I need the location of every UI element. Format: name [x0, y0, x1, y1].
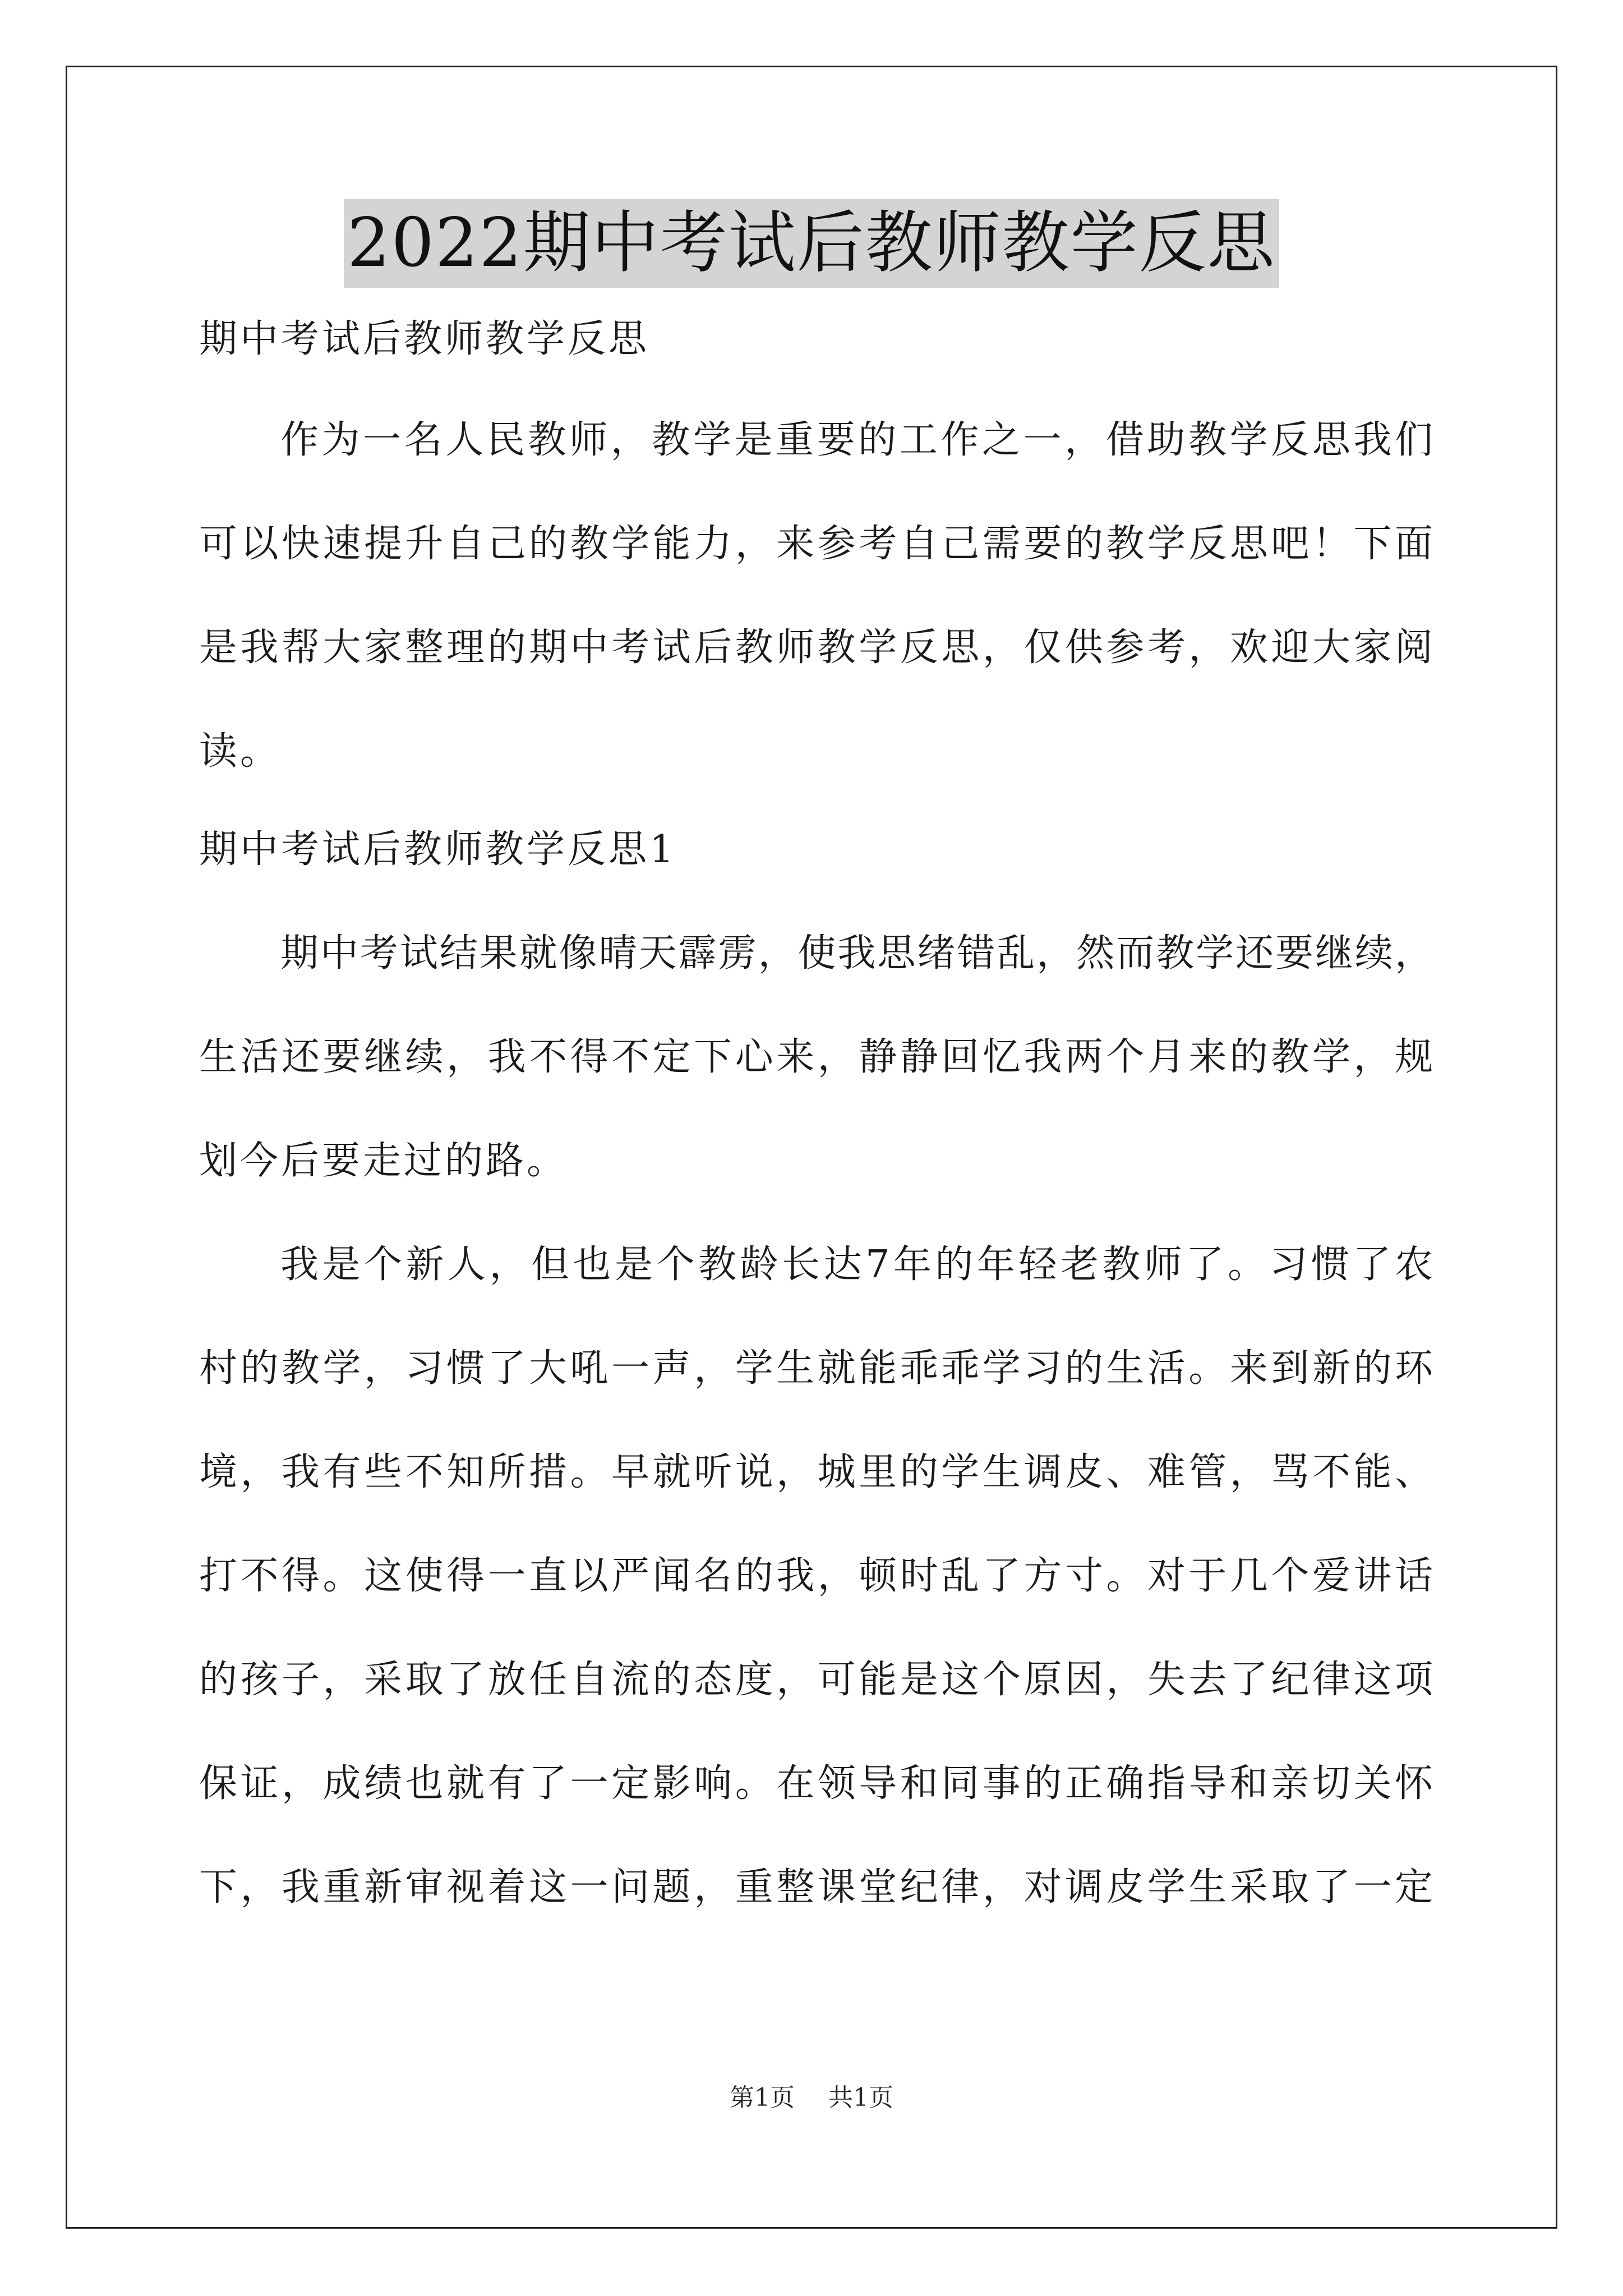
paragraph-line: 生活还要继续，我不得不定下心来，静静回忆我两个月来的教学，规: [199, 1035, 1433, 1079]
paragraph-line: 作为一名人民教师，教学是重要的工作之一，借助教学反思我们: [280, 418, 1433, 462]
paragraph-line: 打不得。这使得一直以严闻名的我，顿时乱了方寸。对于几个爱讲话: [199, 1554, 1433, 1598]
page-total: 共1页: [828, 2083, 893, 2112]
paragraph-line: 下，我重新审视着这一问题，重整课堂纪律，对调皮学生采取了一定: [199, 1865, 1433, 1910]
paragraph-line: 是我帮大家整理的期中考试后教师教学反思，仅供参考，欢迎大家阅: [199, 625, 1433, 670]
page-number: 第1页: [730, 2083, 795, 2112]
paragraph-line: 我是个新人，但也是个教龄长达7年的年轻老教师了。习惯了农: [280, 1243, 1433, 1287]
title-container: [0, 199, 1623, 288]
paragraph-line: 村的教学，习惯了大吼一声，学生就能乖乖学习的生活。来到新的环: [199, 1346, 1433, 1391]
paragraph-line: 保证，成绩也就有了一定影响。在领导和同事的正确指导和亲切关怀: [199, 1761, 1433, 1806]
paragraph-line: 的孩子，采取了放任自流的态度，可能是这个原因，失去了纪律这项: [199, 1658, 1433, 1702]
subtitle-line: 期中考试后教师教学反思: [199, 317, 650, 361]
paragraph-line: 可以快速提升自己的教学能力，来参考自己需要的教学反思吧！下面: [199, 522, 1433, 566]
section-heading: 期中考试后教师教学反思1: [199, 827, 677, 872]
document-title: 2022期中考试后教师教学反思: [344, 199, 1279, 288]
paragraph-line: 境，我有些不知所措。早就听说，城里的学生调皮、难管，骂不能、: [199, 1450, 1433, 1494]
paragraph-line: 读。: [199, 729, 282, 774]
page-footer: [0, 2081, 1623, 2115]
paragraph-line: 划今后要走过的路。: [199, 1139, 568, 1183]
paragraph-line: 期中考试结果就像晴天霹雳，使我思绪错乱，然而教学还要继续，: [280, 931, 1433, 976]
